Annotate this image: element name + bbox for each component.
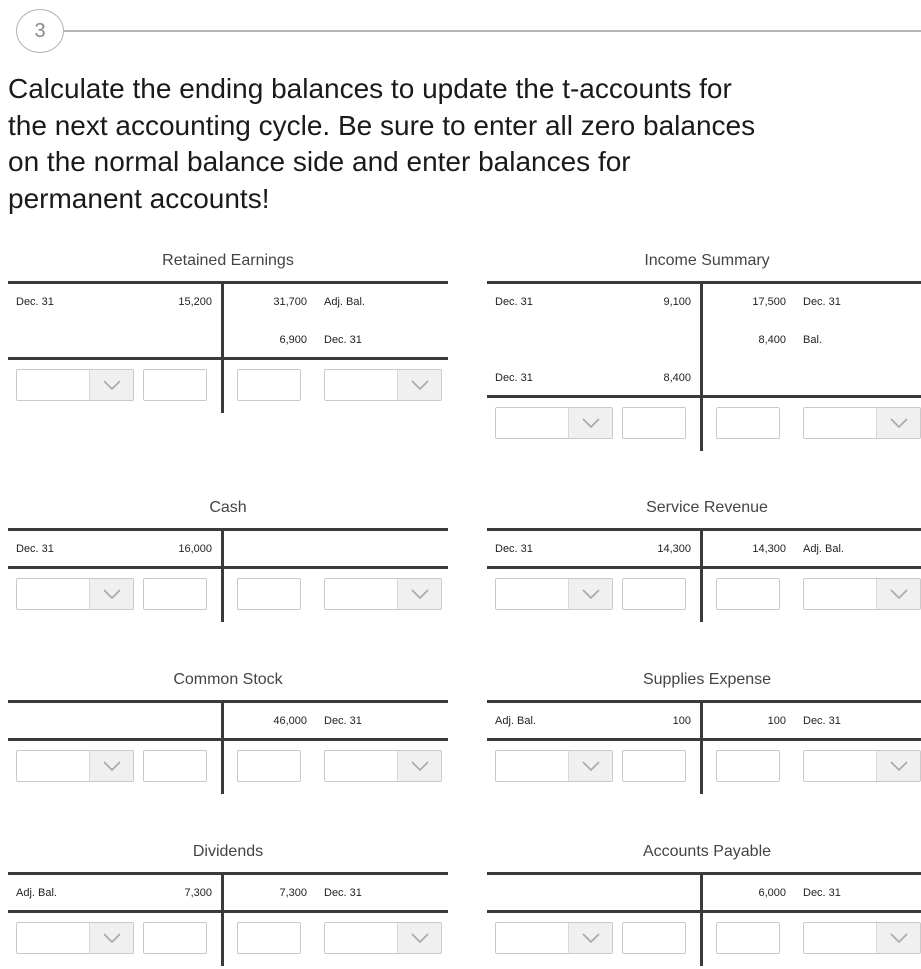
chevron-down-icon — [568, 408, 612, 438]
credit-amount-input[interactable] — [716, 750, 780, 782]
debit-date-dropdown[interactable] — [495, 750, 613, 782]
account-top-rule — [8, 872, 448, 875]
debit-label: Dec. 31 — [495, 372, 533, 384]
account-top-rule — [8, 281, 448, 284]
credit-date-dropdown[interactable] — [803, 578, 921, 610]
account-balance-rule — [8, 910, 448, 913]
account-title: Retained Earnings — [162, 252, 294, 269]
debit-date-dropdown[interactable] — [495, 922, 613, 954]
debit-amount-input[interactable] — [622, 578, 686, 610]
account-title: Common Stock — [173, 671, 283, 688]
credit-amount-input[interactable] — [716, 578, 780, 610]
debit-amount: 16,000 — [178, 543, 212, 555]
debit-date-dropdown[interactable] — [495, 407, 613, 439]
account-title: Income Summary — [644, 252, 770, 269]
credit-amount-input[interactable] — [237, 750, 301, 782]
credit-date-dropdown[interactable] — [324, 750, 442, 782]
debit-label: Adj. Bal. — [495, 715, 536, 727]
step-number: 3 — [34, 19, 46, 42]
account-balance-rule — [487, 910, 921, 913]
credit-amount: 46,000 — [273, 715, 307, 727]
account-center-rule — [700, 700, 703, 794]
debit-amount-input[interactable] — [143, 922, 207, 954]
debit-date-dropdown[interactable] — [16, 750, 134, 782]
chevron-down-icon — [89, 579, 133, 609]
account-balance-rule — [8, 357, 448, 360]
account-top-rule — [487, 872, 921, 875]
chevron-down-icon — [397, 370, 441, 400]
credit-amount: 6,900 — [279, 334, 307, 346]
credit-amount-input[interactable] — [237, 922, 301, 954]
debit-label: Dec. 31 — [16, 296, 54, 308]
chevron-down-icon — [876, 751, 920, 781]
credit-date-dropdown[interactable] — [324, 369, 442, 401]
debit-amount: 15,200 — [178, 296, 212, 308]
debit-amount: 7,300 — [184, 887, 212, 899]
credit-amount: 14,300 — [752, 543, 786, 555]
account-top-rule — [487, 281, 921, 284]
account-top-rule — [8, 700, 448, 703]
account-balance-rule — [8, 738, 448, 741]
credit-label: Dec. 31 — [803, 887, 841, 899]
chevron-down-icon — [89, 751, 133, 781]
account-center-rule — [700, 281, 703, 451]
credit-amount-input[interactable] — [237, 369, 301, 401]
account-top-rule — [8, 528, 448, 531]
debit-amount: 8,400 — [663, 372, 691, 384]
credit-amount-input[interactable] — [716, 407, 780, 439]
chevron-down-icon — [89, 370, 133, 400]
credit-label: Dec. 31 — [324, 887, 362, 899]
debit-date-dropdown[interactable] — [16, 369, 134, 401]
chevron-down-icon — [876, 579, 920, 609]
account-balance-rule — [487, 395, 921, 398]
debit-label: Adj. Bal. — [16, 887, 57, 899]
debit-label: Dec. 31 — [495, 543, 533, 555]
account-center-rule — [221, 872, 224, 966]
chevron-down-icon — [397, 751, 441, 781]
credit-date-dropdown[interactable] — [324, 578, 442, 610]
credit-amount: 100 — [767, 715, 786, 727]
account-center-rule — [221, 528, 224, 622]
chevron-down-icon — [397, 923, 441, 953]
account-title: Cash — [209, 499, 247, 516]
credit-label: Dec. 31 — [324, 334, 362, 346]
debit-label: Dec. 31 — [16, 543, 54, 555]
account-balance-rule — [487, 566, 921, 569]
credit-label: Adj. Bal. — [324, 296, 365, 308]
debit-amount-input[interactable] — [143, 369, 207, 401]
instructions-text: Calculate the ending balances to update the t-accounts for the next accounting cycle. Be sure to enter all zero balances on the normal balance side and enter balances for permanent accounts! — [8, 73, 756, 214]
credit-date-dropdown[interactable] — [803, 922, 921, 954]
chevron-down-icon — [89, 923, 133, 953]
credit-label: Bal. — [803, 334, 822, 346]
chevron-down-icon — [568, 923, 612, 953]
chevron-down-icon — [876, 408, 920, 438]
credit-amount: 17,500 — [752, 296, 786, 308]
step-number-badge — [16, 9, 64, 53]
account-top-rule — [487, 528, 921, 531]
credit-amount: 8,400 — [758, 334, 786, 346]
credit-date-dropdown[interactable] — [803, 407, 921, 439]
chevron-down-icon — [397, 579, 441, 609]
credit-label: Dec. 31 — [324, 715, 362, 727]
account-balance-rule — [8, 566, 448, 569]
debit-amount: 14,300 — [657, 543, 691, 555]
credit-amount: 31,700 — [273, 296, 307, 308]
debit-amount-input[interactable] — [622, 750, 686, 782]
debit-amount-input[interactable] — [622, 407, 686, 439]
chevron-down-icon — [568, 751, 612, 781]
credit-label: Dec. 31 — [803, 296, 841, 308]
debit-amount: 100 — [672, 715, 691, 727]
account-balance-rule — [487, 738, 921, 741]
account-center-rule — [700, 528, 703, 622]
credit-amount: 7,300 — [279, 887, 307, 899]
chevron-down-icon — [568, 579, 612, 609]
debit-label: Dec. 31 — [495, 296, 533, 308]
debit-date-dropdown[interactable] — [495, 578, 613, 610]
debit-date-dropdown[interactable] — [16, 578, 134, 610]
debit-amount: 9,100 — [663, 296, 691, 308]
credit-amount-input[interactable] — [716, 922, 780, 954]
debit-amount-input[interactable] — [622, 922, 686, 954]
credit-date-dropdown[interactable] — [324, 922, 442, 954]
debit-date-dropdown[interactable] — [16, 922, 134, 954]
account-top-rule — [487, 700, 921, 703]
credit-label: Adj. Bal. — [803, 543, 844, 555]
account-center-rule — [221, 281, 224, 413]
account-title: Service Revenue — [646, 499, 768, 516]
step-divider — [64, 30, 921, 32]
debit-amount-input[interactable] — [143, 750, 207, 782]
account-center-rule — [700, 872, 703, 966]
account-title: Supplies Expense — [642, 671, 772, 688]
credit-amount: 6,000 — [758, 887, 786, 899]
account-title: Dividends — [192, 843, 264, 860]
account-title: Accounts Payable — [642, 843, 772, 860]
chevron-down-icon — [876, 923, 920, 953]
credit-label: Dec. 31 — [803, 715, 841, 727]
account-center-rule — [221, 700, 224, 794]
credit-date-dropdown[interactable] — [803, 750, 921, 782]
credit-amount-input[interactable] — [237, 578, 301, 610]
debit-amount-input[interactable] — [143, 578, 207, 610]
